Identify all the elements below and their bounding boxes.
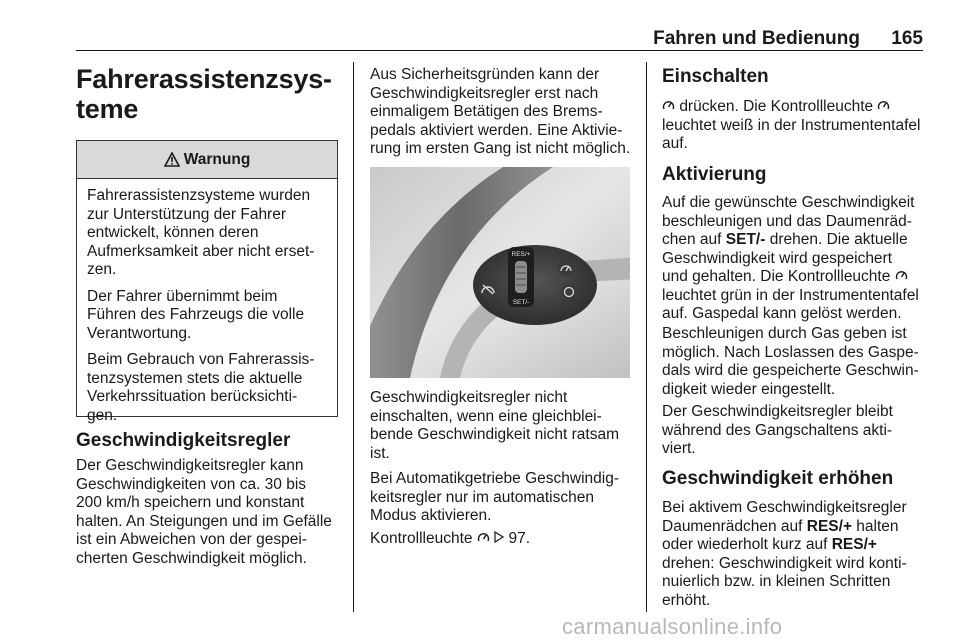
text-line: Der Geschwindigkeitsregler bleibt: [662, 403, 893, 420]
text-line: Verantwortung.: [87, 324, 192, 342]
paragraph: [662, 98, 947, 154]
warning-body: [77, 179, 337, 425]
text-fragment: drehen. Die aktuelle: [765, 231, 908, 248]
title-line: Fahrerassistenzsys-: [76, 64, 332, 94]
text-line: 200 km/h speichern und konstant: [76, 494, 305, 511]
text-fragment: drücken. Die Kontrollleuchte: [679, 98, 874, 115]
text-line: ist ein Abweichen von der gespei-: [76, 531, 307, 548]
section-main-title: [76, 64, 338, 124]
warning-paragraph: [87, 187, 327, 280]
text-line: während des Gangschaltens akti-: [662, 421, 893, 439]
text-line: Aus Sicherheitsgründen kann der: [370, 66, 600, 83]
text-line: Modus aktivieren.: [370, 507, 492, 524]
text-line: Beim Gebrauch von Fahrerassis-: [87, 351, 315, 368]
warning-box: [76, 140, 338, 424]
paragraph: [370, 470, 640, 526]
text-line: zen.: [87, 261, 117, 278]
text-line: Fahrerassistenzsysteme wurden: [87, 187, 311, 204]
res-label: RES/+: [511, 251, 531, 258]
control-label-res: RES/+: [806, 517, 852, 535]
set-label: SET/-: [512, 299, 530, 306]
title-line: teme: [76, 94, 139, 124]
header-rule: [76, 50, 923, 51]
text-line: Auf die gewünschte Geschwindigkeit: [662, 194, 915, 211]
text-line: leuchtet weiß in der Instrumententafel: [662, 116, 921, 134]
steering-wheel-image: [370, 167, 630, 378]
page-reference-link[interactable]: 97.: [508, 530, 531, 547]
text-line: erhöht.: [662, 591, 711, 609]
text-line: Geschwindigkeit wird gespeichert: [662, 249, 893, 267]
thumbwheel[interactable]: [515, 261, 527, 293]
paragraph: [370, 389, 640, 463]
watermark: carmanualsonline.info: [562, 614, 783, 639]
chapter-title: Fahren und Bedienung: [653, 28, 860, 49]
text-line: drehen: Geschwindigkeit wird konti-: [662, 554, 907, 572]
text-line: dals wird die gespeicherte Geschwin-: [662, 362, 919, 379]
text-line: tenzsystemen stets die aktuelle: [87, 369, 303, 387]
warning-paragraph: [87, 351, 327, 425]
text-line: digkeit wieder eingestellt.: [662, 380, 836, 398]
cruise-control-icon: [895, 269, 908, 281]
text-line: auf. Gaspedal kann gelöst werden.: [662, 305, 902, 322]
text-line: Geschwindigkeiten von ca. 30 bis: [76, 475, 307, 493]
text-fragment: halten: [852, 517, 899, 535]
text-line: Geschwindigkeitsregler erst nach: [370, 84, 599, 102]
text-line: Beschleunigen durch Gas geben ist: [662, 325, 907, 342]
paragraph: [662, 325, 947, 399]
text-line: Geschwindigkeitsregler nicht: [370, 389, 568, 406]
warning-triangle-icon: [164, 152, 180, 167]
cruise-control-icon: [477, 531, 490, 543]
control-label-set: SET/-: [725, 231, 766, 248]
text-line: Bei aktivem Geschwindigkeitsregler: [662, 499, 907, 516]
heading-geschwindigkeit-erhoehen: Geschwindigkeit erhöhen: [662, 468, 894, 489]
warning-heading: [77, 141, 337, 179]
text-line: zur Unterstützung der Fahrer: [87, 205, 287, 223]
text-line: viert.: [662, 440, 696, 457]
control-label-res: RES/+: [831, 536, 877, 553]
cruise-toggle-button[interactable]: [558, 260, 574, 276]
text-fragment: chen auf: [662, 231, 726, 248]
text-fragment: oder wiederholt kurz auf: [662, 536, 832, 553]
cruise-control-icon: [877, 99, 890, 111]
text-line: gen.: [87, 406, 118, 424]
paragraph: [662, 194, 947, 324]
text-line: halten. An Steigungen und im Gefälle: [76, 512, 332, 530]
paragraph: [662, 403, 947, 459]
text-line: bende Geschwindigkeit nicht ratsam: [370, 426, 619, 443]
text-line: Verkehrssituation berücksichti-: [87, 388, 298, 405]
heading-einschalten: Einschalten: [662, 66, 769, 87]
text-line: entwickelt, können deren: [87, 224, 259, 241]
text-line: nuierlich bzw. in kleinen Schritten: [662, 573, 891, 590]
cruise-control-icon: [662, 99, 675, 111]
warning-heading-text: Warnung: [183, 150, 251, 168]
text-line: Führen des Fahrzeugs die volle: [87, 306, 305, 323]
text-line: pedals aktiviert werden. Eine Aktivie-: [370, 121, 623, 139]
text-line: auf.: [662, 135, 688, 152]
page-header: [0, 0, 960, 50]
paragraph: [662, 499, 947, 610]
text-line: beschleunigen und das Daumenräd-: [662, 212, 912, 230]
column-divider: [353, 62, 354, 612]
text-line: Der Geschwindigkeitsregler kann: [76, 457, 304, 474]
text-line: leuchtet grün in der Instrumententafel: [662, 286, 919, 304]
text-line: Der Fahrer übernimmt beim: [87, 287, 278, 305]
cancel-button[interactable]: [479, 280, 497, 298]
text-line: möglich. Nach Loslassen des Gaspe-: [662, 343, 919, 361]
text-fragment: Daumenrädchen auf: [662, 517, 807, 535]
text-fragment: und gehalten. Die Kontrollleuchte: [662, 268, 891, 285]
control-light-reference: [370, 530, 640, 549]
warning-paragraph: [87, 288, 327, 344]
reference-arrow-icon: [494, 531, 504, 543]
section-paragraph: [76, 457, 346, 568]
text-line: cherten Geschwindigkeit möglich.: [76, 549, 307, 567]
limiter-button[interactable]: [561, 284, 577, 300]
section-title-cruise-control: Geschwindigkeitsregler: [76, 430, 291, 451]
text-line: einschalten, wenn eine gleichblei-: [370, 407, 602, 425]
text-fragment: Kontrollleuchte: [370, 530, 477, 547]
text-line: einmaligem Betätigen des Brems-: [370, 103, 603, 120]
text-line: Bei Automatikgetriebe Geschwindig-: [370, 470, 619, 487]
text-line: rung im ersten Gang ist nicht möglich.: [370, 140, 631, 157]
text-line: ist.: [370, 444, 390, 462]
heading-aktivierung: Aktivierung: [662, 164, 767, 185]
column-divider: [646, 62, 647, 612]
page-number: 165: [891, 28, 923, 49]
text-line: Aufmerksamkeit aber nicht erset-: [87, 242, 315, 260]
intro-paragraph: [370, 66, 640, 159]
text-line: keitsregler nur im automatischen: [370, 488, 594, 506]
